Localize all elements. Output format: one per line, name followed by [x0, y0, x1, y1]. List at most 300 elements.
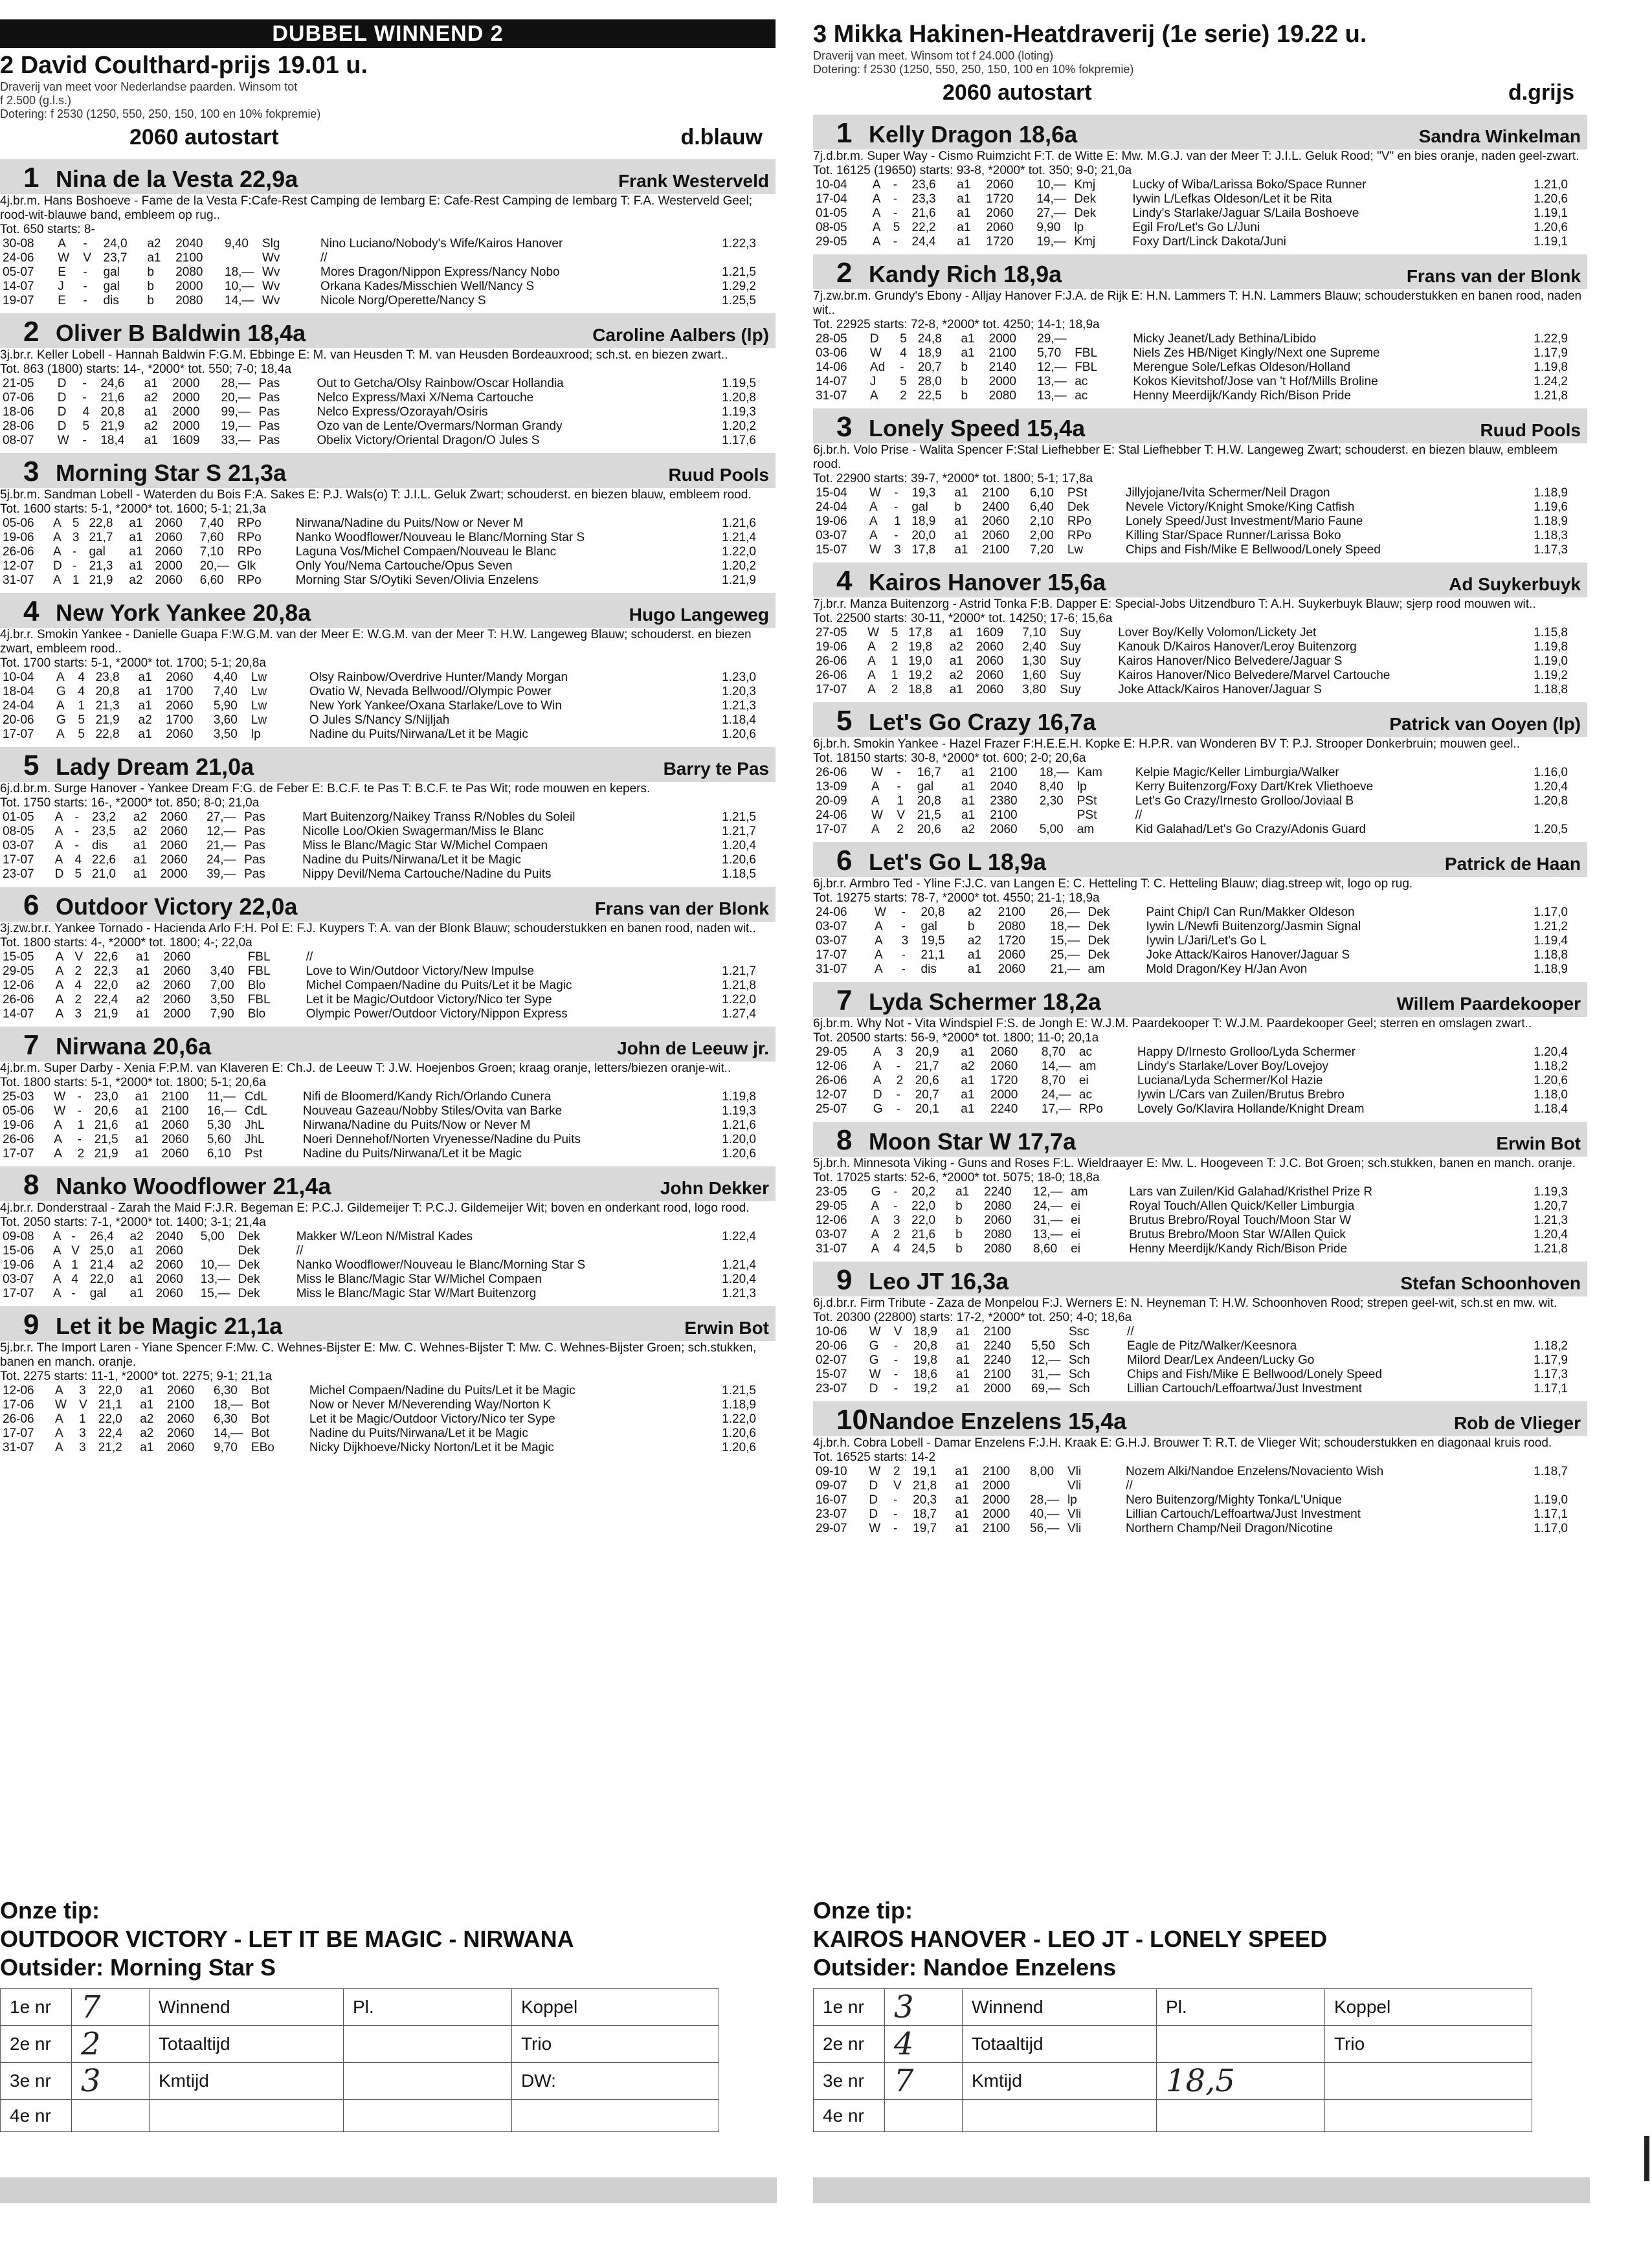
tip-title: Onze tip: — [0, 1897, 100, 1924]
table-cell: 12,— — [1033, 1185, 1063, 1199]
table-cell: 23-07 — [3, 867, 34, 881]
horse-description: 6j.br.h. Smokin Yankee - Hazel Frazer F:H.E.E.H. Kopke E: H.P.R. van Wonderen BV T: P.J. Strooper Donkerbruin; mouwen geel.. — [813, 737, 1520, 751]
table-cell: 2060 — [161, 1118, 189, 1132]
table-cell: 2,10 — [1029, 515, 1054, 528]
bet-cell: 3e nr — [1, 2063, 72, 2100]
bet-row — [1, 2063, 719, 2100]
table-cell: a1 — [954, 515, 968, 528]
table-row — [0, 531, 776, 545]
table-cell: - — [74, 810, 79, 824]
table-cell: a1 — [957, 235, 971, 249]
table-cell: A — [873, 1045, 882, 1059]
table-cell: 1.20,8 — [1534, 794, 1568, 808]
table-cell: 2 — [897, 823, 904, 836]
table-cell: 28-06 — [3, 419, 34, 433]
table-cell: Lw — [251, 699, 267, 713]
table-cell: 24,6 — [100, 377, 125, 390]
table-cell: gal — [917, 780, 934, 794]
table-cell: 07-06 — [3, 391, 34, 405]
table-cell: 09-08 — [3, 1230, 34, 1243]
horse-stats: Tot. 22500 starts: 30-11, *2000* tot. 14250; 17-6; 15,6a — [813, 612, 1113, 625]
table-cell: Let's Go Crazy/Irnesto Grolloo/Joviaal B — [1135, 794, 1354, 808]
bet-number-field[interactable]: 2 — [72, 2026, 150, 2063]
horse-stats: Tot. 18150 starts: 30-8, *2000* tot. 600; 2-0; 20,6a — [813, 751, 1086, 765]
table-cell: 05-06 — [3, 1104, 34, 1118]
table-cell: A — [872, 235, 881, 249]
table-cell: - — [83, 265, 87, 279]
table-cell: 6,10 — [1029, 486, 1054, 500]
bet-cell: Pl. — [1157, 1989, 1325, 2026]
table-cell: 2000 — [172, 377, 200, 390]
table-cell: Kmj — [1074, 178, 1096, 192]
table-cell: a1 — [955, 1325, 970, 1339]
horse-entry — [813, 842, 1587, 977]
results-table — [0, 810, 776, 882]
table-cell: Let it be Magic/Outdoor Victory/Nico ter Sype — [309, 1412, 555, 1426]
horse-name: Nanko Woodflower 21,4a — [56, 1173, 331, 1199]
table-cell: 2060 — [161, 1147, 189, 1161]
horse-entry — [813, 408, 1587, 557]
table-cell: 21-05 — [3, 377, 34, 390]
table-cell: a1 — [129, 545, 143, 559]
table-row — [0, 993, 776, 1007]
table-cell: - — [71, 1287, 76, 1300]
table-cell: a1 — [144, 377, 158, 390]
table-cell: 19-06 — [816, 640, 847, 654]
table-cell: a2 — [949, 669, 963, 682]
horse-name: Kelly Dragon 18,6a — [869, 121, 1078, 148]
table-cell: 1 — [72, 573, 80, 587]
table-cell: Iywin L/Newfi Buitenzorg/Jasmin Signal — [1146, 920, 1361, 933]
table-cell: Royal Touch/Allen Quick/Keller Limburgia — [1129, 1199, 1355, 1213]
table-cell: G — [869, 1339, 879, 1353]
table-cell: Dek — [238, 1244, 260, 1258]
table-cell: Northern Champ/Neil Dragon/Nicotine — [1126, 1522, 1334, 1535]
table-cell: Nero Buitenzorg/Mighty Tonka/L'Unique — [1126, 1493, 1342, 1507]
table-cell: - — [897, 780, 901, 794]
table-cell: a2 — [129, 573, 143, 587]
table-cell: 15-04 — [816, 486, 847, 500]
table-cell: JhL — [244, 1133, 265, 1146]
table-cell: 1 — [897, 794, 904, 808]
bet-cell: Koppel — [1325, 1989, 1532, 2026]
table-cell: 5,70 — [1037, 346, 1062, 360]
table-cell: a1 — [129, 1244, 144, 1258]
table-cell: Nanko Woodflower/Nouveau le Blanc/Morning Star S — [296, 1258, 586, 1272]
table-cell: Lovely Go/Klavira Hollande/Knight Dream — [1137, 1102, 1365, 1116]
table-cell: Dek — [1088, 934, 1110, 948]
table-cell: FBL — [1075, 361, 1098, 374]
table-cell: E — [58, 265, 66, 279]
bet-cell: 1e nr — [814, 1989, 885, 2026]
bet-cell: 3e nr — [814, 2063, 885, 2100]
table-cell: Out to Getcha/Olsy Rainbow/Oscar Hollandia — [317, 377, 564, 390]
table-cell: Mold Dragon/Key H/Jan Avon — [1146, 962, 1308, 976]
bet-row — [814, 2026, 1532, 2063]
table-cell: 6,30 — [213, 1384, 238, 1397]
table-row — [813, 669, 1587, 683]
horse-driver: Ad Suykerbuyk — [1449, 574, 1581, 594]
horse-stats: Tot. 17025 starts: 52-6, *2000* tot. 5075; 18-0; 18,8a — [813, 1171, 1100, 1184]
table-cell: 29-05 — [3, 964, 34, 978]
table-cell: A — [52, 1287, 61, 1300]
horse-number: 8 — [23, 1169, 39, 1201]
table-cell: V — [893, 1479, 902, 1493]
table-cell: 1.27,4 — [722, 1007, 756, 1021]
table-cell: 5 — [78, 728, 85, 741]
table-cell: Chips and Fish/Mike E Bellwood/Lonely Speed — [1125, 543, 1381, 557]
table-cell: 1.17,9 — [1534, 1353, 1568, 1367]
bet-number-field[interactable]: 3 — [72, 2063, 150, 2100]
horse-number: 3 — [23, 456, 39, 487]
table-cell: 23,2 — [91, 810, 116, 824]
table-cell: 14,— — [213, 1427, 243, 1440]
kmtijd-field[interactable] — [344, 2063, 512, 2100]
table-cell: 2060 — [986, 178, 1014, 192]
table-cell: 21,0 — [91, 867, 116, 881]
table-cell: 1.18,5 — [722, 867, 756, 881]
horse-description: 7j.br.r. Manza Buitenzorg - Astrid Tonka F:B. Dapper E: Special-Jobs Uitzendburo T: A.H. Suykerbuyk Blauw; sjerp rood mouwen wit.. — [813, 597, 1536, 611]
horse-header — [813, 1401, 1587, 1436]
table-row — [0, 979, 776, 993]
bet-number-field[interactable] — [72, 2100, 150, 2132]
table-cell: 3,60 — [213, 713, 238, 727]
table-cell: A — [874, 962, 883, 976]
results-table — [813, 766, 1587, 837]
table-cell: Iywin L/Lefkas Oldeson/Let it be Rita — [1132, 192, 1332, 206]
table-cell: 22,4 — [98, 1427, 122, 1440]
bet-number-field[interactable]: 7 — [885, 2063, 963, 2100]
table-cell: 1.29,2 — [722, 280, 756, 293]
table-cell: 1.22,0 — [722, 1412, 756, 1426]
table-cell: a1 — [138, 671, 152, 684]
table-cell: 1.20,7 — [1534, 1199, 1568, 1213]
table-cell: 33,— — [221, 434, 251, 447]
bet-cell — [963, 2100, 1157, 2132]
table-cell: Merengue Sole/Lefkas Oldeson/Holland — [1133, 361, 1351, 374]
bet-cell: 4e nr — [1, 2100, 72, 2132]
horse-entry — [0, 747, 776, 882]
table-cell: Michel Compaen/Nadine du Puits/Let it be Magic — [306, 979, 572, 992]
table-cell: 21,8 — [913, 1479, 937, 1493]
table-cell: - — [893, 1368, 899, 1381]
table-cell: - — [893, 1353, 899, 1367]
table-cell: 2060 — [160, 839, 188, 852]
table-cell: Let it be Magic/Outdoor Victory/Nico ter Sype — [306, 993, 552, 1006]
table-cell: 5,00 — [200, 1230, 225, 1243]
table-row — [0, 573, 776, 588]
table-cell: a1 — [957, 221, 971, 234]
bet-cell: 1e nr — [1, 1989, 72, 2026]
table-cell: 13,— — [1037, 375, 1067, 388]
table-cell: 1.22,4 — [722, 1230, 756, 1243]
horse-description: 4j.br.r. Smokin Yankee - Danielle Guapa F:W.G.M. van der Meer E: W.G.M. van der Meer T: H.W. Langeweg Blauw; schouderst. en biezen zwart, embleem rood.. — [0, 628, 752, 656]
table-cell: Love to Win/Outdoor Victory/New Impulse — [306, 964, 535, 978]
table-row — [813, 206, 1587, 221]
table-cell: 11,— — [206, 1090, 236, 1104]
table-cell: a1 — [133, 839, 148, 852]
table-cell: 69,— — [1031, 1382, 1061, 1395]
table-cell: 18,7 — [913, 1507, 937, 1521]
table-cell: 2060 — [160, 853, 188, 867]
table-cell: Lover Boy/Kelly Volomon/Lickety Jet — [1118, 626, 1317, 639]
table-cell: 1 — [891, 669, 899, 682]
table-cell: Wv — [262, 251, 280, 265]
table-cell: 19,1 — [913, 1465, 937, 1478]
table-cell: 2240 — [983, 1339, 1011, 1353]
table-cell: Noeri Dennehof/Norten Vryenesse/Nadine du Puits — [302, 1133, 581, 1146]
table-row — [813, 1242, 1587, 1256]
table-row — [0, 405, 776, 419]
table-cell: a1 — [138, 699, 152, 713]
table-cell: 3 — [72, 531, 80, 544]
table-cell: 20,8 — [917, 794, 941, 808]
table-cell: 14,— — [1041, 1060, 1071, 1073]
table-cell: 3,50 — [210, 993, 234, 1006]
horse-number: 6 — [23, 889, 39, 921]
table-cell: O Jules S/Nancy S/Nijljah — [309, 713, 450, 727]
table-row — [0, 377, 776, 391]
table-cell: 24,5 — [911, 1242, 936, 1256]
table-cell — [222, 251, 260, 265]
table-cell: 2000 — [155, 559, 183, 573]
table-cell: A — [54, 1118, 62, 1132]
table-cell: 26-06 — [816, 654, 847, 668]
table-row — [0, 280, 776, 294]
table-cell: 17-07 — [816, 683, 847, 696]
horse-entry — [0, 1166, 776, 1301]
table-row — [813, 626, 1587, 640]
table-cell: 31-07 — [816, 1242, 847, 1256]
table-cell: 19-06 — [3, 531, 34, 544]
horse-number: 7 — [836, 984, 853, 1016]
horse-name: Kandy Rich 18,9a — [869, 261, 1062, 287]
table-cell: 19-06 — [3, 1118, 34, 1132]
table-cell: Kid Galahad/Let's Go Crazy/Adonis Guard — [1135, 823, 1367, 836]
table-cell: 17,8 — [911, 543, 936, 557]
table-row — [0, 517, 776, 531]
table-cell: 2060 — [976, 683, 1004, 696]
table-cell: 19,7 — [913, 1522, 937, 1535]
kmtijd-field[interactable]: 18,5 — [1157, 2063, 1325, 2100]
bet-number-field[interactable]: 3 — [885, 1989, 963, 2026]
table-cell: 21,9 — [94, 1147, 118, 1161]
table-cell: W — [57, 434, 69, 447]
table-cell: 18-04 — [3, 685, 34, 698]
table-row — [813, 529, 1587, 543]
table-cell: 20-06 — [816, 1339, 847, 1353]
table-cell: 1.18,7 — [1534, 1465, 1568, 1478]
tip-picks: OUTDOOR VICTORY - LET IT BE MAGIC - NIRWANA — [0, 1926, 574, 1952]
table-cell: 2060 — [982, 529, 1010, 542]
table-cell: 39,— — [206, 867, 236, 881]
table-cell: A — [56, 728, 65, 741]
horse-header — [0, 747, 776, 782]
table-cell: 20,6 — [917, 823, 941, 836]
table-cell: 20,8 — [913, 1339, 937, 1353]
horse-entry — [813, 702, 1587, 837]
table-cell: 2060 — [163, 950, 191, 964]
table-cell: Orkana Kades/Misschien Well/Nancy S — [320, 280, 535, 293]
table-row — [813, 1493, 1587, 1507]
table-cell: 01-05 — [3, 810, 34, 824]
table-cell: 26,— — [1050, 906, 1080, 919]
bet-number-field[interactable]: 7 — [72, 1989, 150, 2026]
table-cell: am — [1077, 823, 1095, 836]
table-cell: Dek — [1088, 906, 1110, 919]
table-cell: Lillian Cartouch/Leffoartwa/Just Investment — [1126, 1382, 1362, 1395]
table-cell: 2,40 — [1022, 640, 1047, 654]
table-cell: a1 — [144, 405, 158, 419]
table-cell: 1720 — [998, 934, 1025, 948]
horse-entry — [813, 1122, 1587, 1256]
table-cell: 21,1 — [921, 948, 945, 962]
table-cell: 2040 — [175, 237, 203, 250]
table-cell: 5 — [900, 332, 907, 346]
table-cell: a2 — [136, 979, 150, 992]
table-cell: 7,40 — [199, 517, 224, 530]
table-cell: Michel Compaen/Nadine du Puits/Let it be Magic — [309, 1384, 575, 1397]
table-cell: 19,2 — [913, 1382, 937, 1395]
table-cell: Micky Jeanet/Lady Bethina/Libido — [1133, 332, 1317, 346]
table-cell: 21,3 — [95, 699, 120, 713]
table-cell: a1 — [961, 766, 976, 779]
table-cell: 24-04 — [816, 500, 847, 514]
table-row — [0, 810, 776, 825]
table-cell: 1.21,2 — [1534, 920, 1568, 933]
horse-description: 3j.br.r. Keller Lobell - Hannah Baldwin F:G.M. Ebbinge E: M. van Heusden T: M. van Heusden Bordeauxrood; sch.st. en biezen zwart.. — [0, 348, 728, 362]
table-cell: A — [54, 853, 63, 867]
horse-driver: Erwin Bot — [684, 1318, 769, 1338]
horse-stats: Tot. 16525 starts: 14-2 — [813, 1451, 936, 1464]
table-cell: 2060 — [166, 671, 194, 684]
table-cell: 21,5 — [917, 808, 941, 822]
table-cell: 12,— — [206, 825, 236, 838]
horse-description: 7j.zw.br.m. Grundy's Ebony - Alljay Hanover F:J.A. de Rijk E: H.N. Lammers T: H.N. Lammers Blauw; schouderstukken en banen rood, naden wit.. — [813, 289, 1582, 317]
table-cell: 30-08 — [3, 237, 34, 250]
table-cell: V — [897, 808, 906, 822]
horse-entry — [0, 1027, 776, 1161]
table-cell: 27,— — [206, 810, 236, 824]
table-cell: - — [896, 1060, 900, 1073]
table-cell: 2 — [74, 964, 82, 978]
page-edge-mark — [1644, 2136, 1649, 2181]
table-cell: a1 — [955, 1353, 970, 1367]
table-cell: 2100 — [982, 543, 1010, 557]
race-info — [0, 80, 776, 121]
bet-cell — [344, 2026, 512, 2063]
table-cell: gal — [89, 1287, 107, 1300]
table-cell: 15-07 — [816, 1368, 847, 1381]
table-cell: a1 — [955, 1382, 970, 1395]
table-cell: A — [871, 794, 880, 808]
table-cell: - — [77, 1090, 82, 1104]
table-cell: - — [896, 1088, 900, 1102]
table-cell: J — [58, 280, 64, 293]
table-cell: 7,10 — [1022, 626, 1047, 639]
table-cell: Pas — [258, 391, 280, 405]
table-cell: 1.17,3 — [1534, 1368, 1568, 1381]
table-cell: A — [55, 950, 64, 964]
table-cell: - — [74, 825, 79, 838]
horse-number: 3 — [836, 411, 853, 443]
table-cell: 31-07 — [816, 962, 847, 976]
horse-name: Nina de la Vesta 22,9a — [56, 166, 298, 192]
table-cell: 05-07 — [3, 265, 34, 279]
tip-outsider: Outsider: Morning Star S — [0, 1954, 276, 1981]
horse-number: 7 — [23, 1029, 39, 1061]
table-cell: 7,00 — [210, 979, 234, 992]
table-cell: 14-07 — [3, 280, 34, 293]
table-cell: 1.21,3 — [1534, 1214, 1568, 1227]
table-cell: - — [894, 486, 899, 500]
table-cell: a2 — [147, 237, 161, 250]
table-cell: A — [873, 1074, 882, 1087]
table-cell: 16,— — [206, 1104, 237, 1118]
table-cell: 22,3 — [94, 964, 118, 978]
table-row — [813, 1088, 1587, 1102]
table-cell: a2 — [129, 1258, 144, 1272]
table-cell: 09-07 — [816, 1479, 847, 1493]
table-cell: 24-06 — [816, 808, 847, 822]
bet-number-field[interactable] — [885, 2100, 963, 2132]
table-cell: b — [961, 375, 968, 388]
race-subheader — [0, 125, 776, 150]
horse-driver: Stefan Schoonhoven — [1400, 1273, 1581, 1293]
table-cell: 1.19,4 — [1534, 934, 1568, 948]
table-cell: 2 — [893, 1465, 900, 1478]
table-cell: 27,— — [1036, 206, 1066, 220]
table-cell: Suy — [1060, 669, 1081, 682]
table-cell: 16-07 — [816, 1493, 847, 1507]
table-cell: V — [893, 1325, 902, 1339]
horse-name: Lonely Speed 15,4a — [869, 415, 1086, 441]
table-cell: - — [901, 920, 906, 933]
table-cell: 2060 — [163, 993, 191, 1006]
horse-description: 6j.d.br.r. Firm Tribute - Zaza de Monpelou F:J. Werners E: N. Heyneman T: H.W. Schoonhoven Rood; strepen geel-wit, sch.st en mw. wit. — [813, 1296, 1557, 1310]
horse-entry — [813, 1262, 1587, 1396]
table-cell: 1609 — [976, 626, 1004, 639]
table-row — [813, 1199, 1587, 1214]
horse-number: 9 — [836, 1264, 853, 1296]
table-cell: 2060 — [155, 1244, 183, 1258]
table-cell: A — [54, 810, 63, 824]
table-cell: Sch — [1068, 1339, 1090, 1353]
table-cell: a2 — [144, 419, 158, 433]
table-cell: 1.20,2 — [722, 419, 756, 433]
table-cell: 29-05 — [816, 1045, 847, 1059]
horse-stats: Tot. 22925 starts: 72-8, *2000* tot. 4250; 14-1; 18,9a — [813, 318, 1100, 331]
table-cell: ei — [1078, 1074, 1089, 1087]
table-cell: 13-09 — [816, 780, 847, 794]
table-cell: W — [869, 1522, 881, 1535]
table-cell — [1505, 1325, 1587, 1339]
table-cell: Jillyjojane/Ivita Schermer/Neil Dragon — [1125, 486, 1330, 500]
horse-entry — [0, 887, 776, 1021]
horse-stats: Tot. 19275 starts: 78-7, *2000* tot. 4550; 21-1; 18,9a — [813, 891, 1100, 905]
table-cell: RPo — [237, 545, 262, 559]
bet-cell: Kmtijd — [963, 2063, 1157, 2100]
table-cell: 4 — [82, 405, 90, 419]
table-cell: 2 — [893, 1228, 900, 1241]
table-row — [813, 221, 1587, 235]
table-cell: // — [296, 1244, 304, 1258]
table-row — [0, 1258, 776, 1273]
table-cell: dis — [91, 839, 108, 852]
table-cell: Ovatio W, Nevada Bellwood//Olympic Power — [309, 685, 552, 698]
table-cell: 20,0 — [911, 529, 936, 542]
bet-number-field[interactable]: 4 — [885, 2026, 963, 2063]
